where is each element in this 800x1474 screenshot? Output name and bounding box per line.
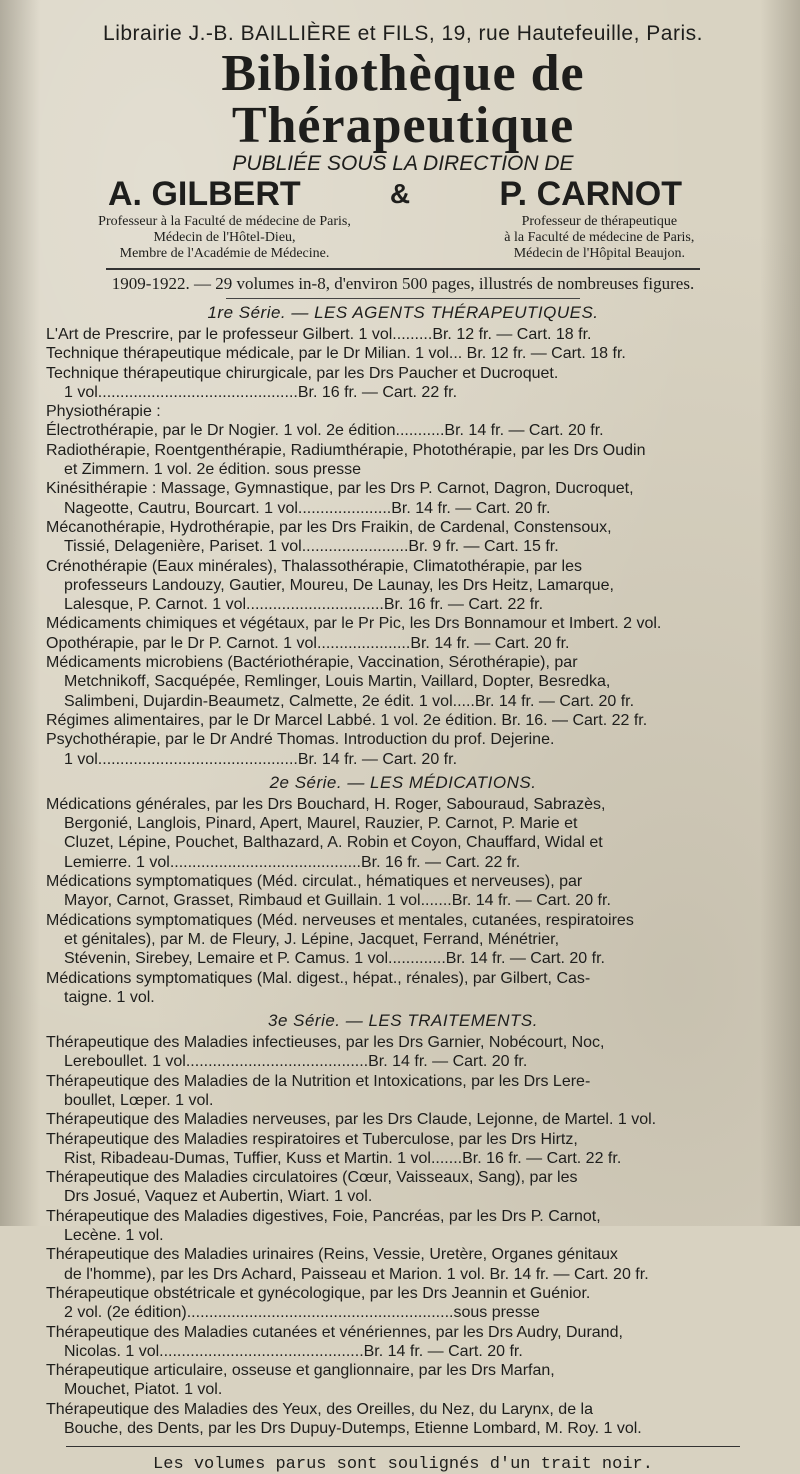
entry-line: Lemierre. 1 vol...........................................Br. 16 fr. — Cart. 22 fr.: [64, 853, 521, 871]
director-left-titles: [46, 214, 403, 262]
entry-line: taigne. 1 vol.: [64, 988, 155, 1006]
director-right: P. CARNOT: [499, 175, 682, 213]
entry-line: Thérapeutique des Maladies respiratoires et Tuberculose, par les Drs Hirtz,: [46, 1130, 578, 1148]
catalog-entry: [46, 518, 760, 557]
divider: [226, 298, 580, 299]
series-1-title: 1re Série. — LES AGENTS THÉRAPEUTIQUES.: [207, 303, 599, 322]
entry-line: Lalesque, P. Carnot. 1 vol...............................Br. 16 fr. — Cart. 22 fr.: [64, 596, 544, 614]
entry-line: Thérapeutique des Maladies cutanées et vénériennes, par les Drs Audry, Durand,: [46, 1323, 623, 1341]
catalog-entry: [46, 1168, 760, 1207]
entry-line: Médications symptomatiques (Mal. digest., hépat., rénales), par Gilbert, Cas-: [46, 969, 591, 987]
entry-line: Thérapeutique des Maladies nerveuses, par les Drs Claude, Lejonne, de Martel. 1 vol.: [46, 1111, 657, 1129]
catalog-entry: [46, 421, 760, 440]
entry-line: Stévenin, Sirebey, Lemaire et P. Camus. 1 vol.............Br. 14 fr. — Cart. 20 fr.: [64, 950, 605, 968]
entry-line: Technique thérapeutique chirurgicale, par les Drs Paucher et Ducroquet.: [46, 364, 559, 382]
series-3-entries: [46, 1033, 760, 1438]
entry-line: Crénothérapie (Eaux minérales), Thalassothérapie, Climatothérapie, par les: [46, 557, 582, 575]
entry-line: Psychothérapie, par le Dr André Thomas. Introduction du prof. Dejerine.: [46, 731, 555, 749]
entry-line: Lereboullet. 1 vol.........................................Br. 14 fr. — Cart. 20 fr.: [64, 1053, 528, 1071]
entry-line: Opothérapie, par le Dr P. Carnot. 1 vol.....................Br. 14 fr. — Cart. 20 fr.: [46, 634, 570, 652]
entry-line: Thérapeutique des Maladies de la Nutrition et Intoxications, par les Drs Lere-: [46, 1072, 591, 1090]
title-line: Médecin de l'Hôtel-Dieu,: [153, 230, 296, 245]
publisher-line: Librairie J.-B. BAILLIÈRE et FILS, 19, rue Hautefeuille, Paris.: [103, 22, 703, 45]
divider: [106, 268, 700, 270]
entry-line: Technique thérapeutique médicale, par le Dr Milian. 1 vol... Br. 12 fr. — Cart. 18 fr.: [46, 345, 626, 363]
entry-line: Lecène. 1 vol.: [64, 1227, 164, 1245]
entry-line: Thérapeutique articulaire, osseuse et ganglionnaire, par les Drs Marfan,: [46, 1362, 555, 1380]
director-titles: [46, 214, 760, 262]
entry-line: Kinésithérapie : Massage, Gymnastique, par les Drs P. Carnot, Dagron, Ducroquet,: [46, 480, 634, 498]
catalog-entry: [46, 441, 760, 480]
entry-line: 2 vol. (2e édition)............................................................sous presse: [64, 1304, 540, 1322]
catalog-entry: [46, 1072, 760, 1111]
entry-line: Médications symptomatiques (Méd. circulat., hématiques et nerveuses), par: [46, 873, 583, 891]
catalog-entry: [46, 325, 760, 344]
catalog-entry: [46, 1245, 760, 1284]
title-line: Professeur de thérapeutique: [521, 214, 678, 229]
catalog-entry: [46, 730, 760, 769]
catalog-entry: [46, 969, 760, 1008]
catalog-entry: [46, 1207, 760, 1246]
page-title: Bibliothèque de Thérapeutique: [221, 45, 585, 154]
divider: [66, 1446, 740, 1447]
entry-line: Médicaments microbiens (Bactériothérapie, Vaccination, Sérothérapie), par: [46, 654, 578, 672]
ampersand: &: [389, 178, 411, 209]
entry-line: Cluzet, Lépine, Pouchet, Balthazard, A. Robin et Coyon, Chauffard, Widal et: [64, 834, 603, 852]
entry-line: Thérapeutique des Maladies circulatoires (Cœur, Vaisseaux, Sang), par les: [46, 1169, 578, 1187]
footer-note: Les volumes parus sont soulignés d'un trait noir.: [153, 1455, 653, 1474]
catalog-entry: [46, 653, 760, 711]
entry-line: et génitales), par M. de Fleury, J. Lépine, Jacquet, Ferrand, Ménétrier,: [64, 930, 560, 948]
entry-line: boullet, Lœper. 1 vol.: [64, 1091, 214, 1109]
entry-line: L'Art de Prescrire, par le professeur Gilbert. 1 vol.........Br. 12 fr. — Cart. 18 fr.: [46, 326, 592, 343]
catalog-entry: [46, 1110, 760, 1129]
director-left: A. GILBERT: [108, 175, 301, 213]
entry-line: Thérapeutique des Maladies urinaires (Reins, Vessie, Uretère, Organes génitaux: [46, 1246, 618, 1264]
catalog-entry: [46, 557, 760, 615]
entry-line: Radiothérapie, Roentgenthérapie, Radiumthérapie, Photothérapie, par les Drs Oudin: [46, 441, 646, 459]
catalog-entry: [46, 614, 760, 633]
entry-line: Thérapeutique obstétricale et gynécologique, par les Drs Jeannin et Guénior.: [46, 1284, 591, 1302]
title-line: Professeur à la Faculté de médecine de Paris,: [98, 214, 351, 229]
entry-line: de l'homme), par les Drs Achard, Paisseau et Marion. 1 vol. Br. 14 fr. — Cart. 20 fr.: [64, 1265, 649, 1283]
catalog-entry: [46, 1130, 760, 1169]
catalog-entry: [46, 872, 760, 911]
entry-line: Thérapeutique des Maladies des Yeux, des Oreilles, du Nez, du Larynx, de la: [46, 1400, 593, 1418]
catalog-entry: [46, 364, 760, 403]
entry-line: Tissié, Delagenière, Pariset. 1 vol........................Br. 9 fr. — Cart. 15 fr.: [64, 538, 559, 556]
entry-line: Thérapeutique des Maladies digestives, Foie, Pancréas, par les Drs P. Carnot,: [46, 1207, 601, 1225]
series-2-title: 2e Série. — LES MÉDICATIONS.: [269, 772, 537, 792]
entry-line: 1 vol.............................................Br. 16 fr. — Cart. 22 fr.: [64, 383, 458, 401]
entry-line: Bouche, des Dents, par les Drs Dupuy-Dutemps, Etienne Lombard, M. Roy. 1 vol.: [64, 1420, 642, 1438]
entry-line: Nageotte, Cautru, Bourcart. 1 vol.....................Br. 14 fr. — Cart. 20 fr.: [64, 499, 551, 517]
catalog-entry: [46, 634, 760, 653]
entry-line: professeurs Landouzy, Gautier, Moureu, De Launay, les Drs Heitz, Lamarque,: [64, 576, 614, 594]
direction-line: PUBLIÉE SOUS LA DIRECTION DE: [232, 152, 574, 175]
entry-line: Médicaments chimiques et végétaux, par le Pr Pic, les Drs Bonnamour et Imbert. 2 vol.: [46, 615, 662, 633]
catalog-entry: [46, 711, 760, 730]
title-line: Membre de l'Académie de Médecine.: [119, 246, 330, 261]
series-3-title: 3e Série. — LES TRAITEMENTS.: [267, 1011, 538, 1031]
entry-line: Bergonié, Langlois, Pinard, Apert, Maurel, Rauzier, P. Carnot, P. Marie et: [64, 815, 578, 833]
catalog-entry: [46, 1400, 760, 1439]
catalog-entry: [46, 795, 760, 872]
entry-line: Mouchet, Piatot. 1 vol.: [64, 1381, 223, 1399]
catalog-entry: [46, 402, 760, 421]
catalog-entry: [46, 1284, 760, 1323]
title-line: à la Faculté de médecine de Paris,: [504, 230, 695, 245]
entry-line: 1 vol.............................................Br. 14 fr. — Cart. 20 fr.: [64, 750, 458, 768]
entry-line: Mayor, Carnot, Grasset, Rimbaud et Guillain. 1 vol.......Br. 14 fr. — Cart. 20 fr.: [64, 892, 611, 910]
catalog-entry: [46, 1033, 760, 1072]
catalog-entry: [46, 479, 760, 518]
entry-line: Médications symptomatiques (Méd. nerveuses et mentales, cutanées, respiratoires: [46, 911, 634, 929]
title-line: Médecin de l'Hôpital Beaujon.: [513, 246, 685, 261]
catalog-entry: [46, 911, 760, 969]
catalog-entry: [46, 1323, 760, 1362]
entry-line: Rist, Ribadeau-Dumas, Tuffier, Kuss et Martin. 1 vol.......Br. 16 fr. — Cart. 22 fr.: [64, 1149, 622, 1167]
entry-line: Physiothérapie :: [46, 403, 161, 421]
series-1-entries: [46, 325, 760, 769]
catalog-entry: [46, 1361, 760, 1400]
series-2-entries: [46, 795, 760, 1007]
directors-row: [46, 176, 760, 212]
entry-line: Régimes alimentaires, par le Dr Marcel Labbé. 1 vol. 2e édition. Br. 16. — Cart. 22 fr.: [46, 711, 648, 729]
collection-subtitle: 1909-1922. — 29 volumes in-8, d'environ 500 pages, illustrés de nombreuses figures.: [111, 274, 695, 293]
entry-line: Électrothérapie, par le Dr Nogier. 1 vol. 2e édition...........Br. 14 fr. — Cart. 20 fr.: [46, 422, 604, 440]
entry-line: Mécanothérapie, Hydrothérapie, par les Drs Fraikin, de Cardenal, Constensoux,: [46, 518, 612, 536]
entry-line: Médications générales, par les Drs Bouchard, H. Roger, Sabouraud, Sabrazès,: [46, 795, 606, 813]
entry-line: Nicolas. 1 vol..............................................Br. 14 fr. — Cart. 20 fr.: [64, 1342, 523, 1360]
entry-line: Thérapeutique des Maladies infectieuses, par les Drs Garnier, Nobécourt, Noc,: [46, 1034, 605, 1052]
catalog-entry: [46, 344, 760, 363]
entry-line: Salimbeni, Dujardin-Beaumetz, Calmette, 2e édit. 1 vol.....Br. 14 fr. — Cart. 20 fr.: [64, 692, 635, 710]
director-right-titles: [439, 214, 760, 262]
entry-line: Metchnikoff, Sacquépée, Remlinger, Louis Martin, Vaillard, Dopter, Besredka,: [64, 673, 611, 691]
entry-line: et Zimmern. 1 vol. 2e édition. sous presse: [64, 461, 362, 479]
entry-line: Drs Josué, Vaquez et Aubertin, Wiart. 1 vol.: [64, 1188, 373, 1206]
